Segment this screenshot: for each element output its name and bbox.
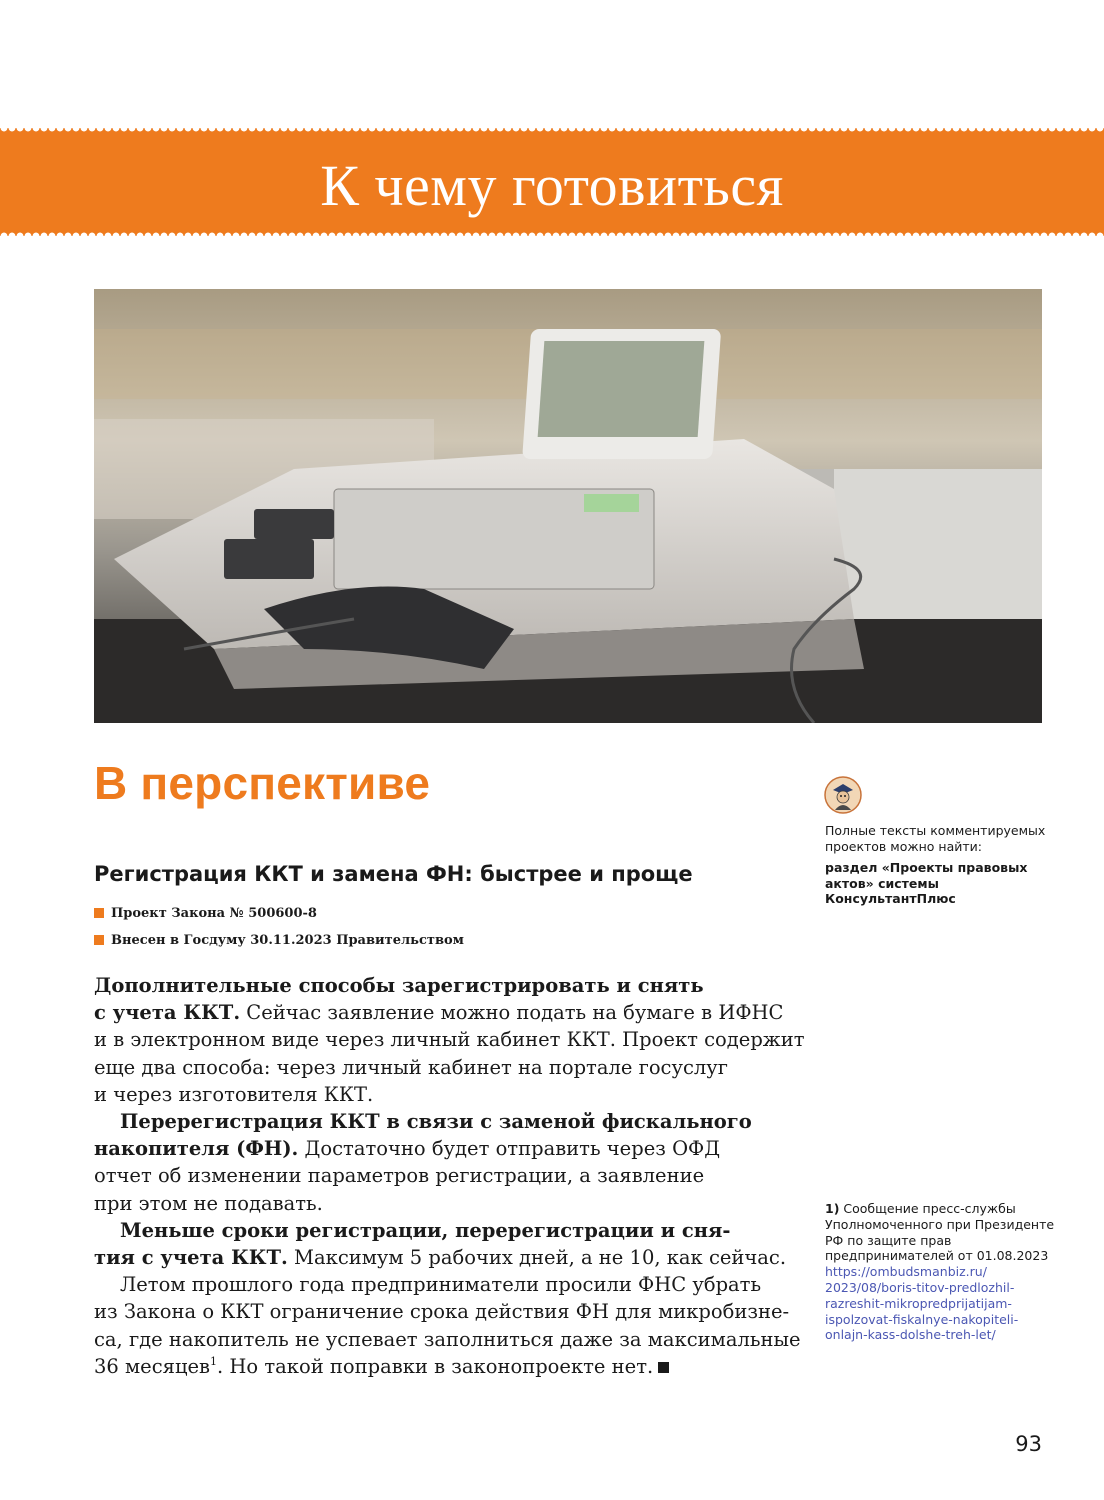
footnote-link-line[interactable]: https://ombudsmanbiz.ru/ <box>825 1264 987 1280</box>
cash-register-illustration <box>94 289 1042 723</box>
cash-register-photo <box>94 289 1042 723</box>
meta-text: Проект Закона № 500600-8 <box>111 906 317 921</box>
footnote-link[interactable] <box>825 1264 1065 1343</box>
footnote <box>825 1201 1065 1343</box>
bullet-square-icon <box>94 935 104 945</box>
bold-lead: Меньше сроки регистрации, перерегистрации и сня- <box>120 1218 731 1242</box>
footnote-link-line[interactable]: ispolzovat-fiskalnye-nakopiteli- <box>825 1311 1019 1327</box>
footnote-link-line[interactable]: razreshit-mikropredprijatijam- <box>825 1295 1012 1311</box>
bullet-square-icon <box>94 908 104 918</box>
body-line <box>94 1135 784 1162</box>
footnote-text: Сообщение пресс-службы Уполномоченного при Президенте РФ по защите прав предпринимателей от 01.08.2023 <box>825 1201 1055 1264</box>
meta-line-bill-number <box>94 906 317 921</box>
bold-lead: Дополнительные способы зарегистрировать и снять <box>94 974 704 997</box>
end-of-article-icon <box>658 1362 669 1373</box>
body-line <box>94 1217 784 1244</box>
article-body <box>94 972 805 1380</box>
bold-lead: накопителя (ФН). <box>94 1137 299 1161</box>
section-title: В перспективе <box>94 757 431 809</box>
body-text-span: . Но такой поправки в законопроекте нет. <box>217 1354 654 1378</box>
body-line: и через изготовителя ККТ. <box>94 1082 374 1106</box>
header-banner <box>0 128 1104 236</box>
meta-text: Внесен в Госдуму 30.11.2023 Правительством <box>111 933 464 948</box>
footnote-link-line[interactable]: 2023/08/boris-titov-predlozhil- <box>825 1279 1015 1295</box>
meta-line-submitted <box>94 933 464 948</box>
body-line: и в электронном виде через личный кабинет ККТ. Проект содержит <box>94 1028 805 1052</box>
body-line: при этом не подавать. <box>94 1191 323 1215</box>
banner-title: К чему готовиться <box>320 153 784 218</box>
side-note <box>825 823 1055 907</box>
bold-lead: с учета ККТ. <box>94 1001 241 1025</box>
body-line <box>94 999 784 1026</box>
footnote-number: 1) <box>825 1201 840 1216</box>
footnote-ref[interactable]: 1 <box>210 1354 218 1368</box>
bold-lead: Перерегистрация ККТ в связи с заменой фискального <box>120 1110 752 1134</box>
bold-lead: тия с учета ККТ. <box>94 1246 288 1270</box>
body-line <box>94 1108 784 1135</box>
article-subtitle: Регистрация ККТ и замена ФН: быстрее и проще <box>94 862 693 886</box>
body-line <box>94 972 784 999</box>
page-number: 93 <box>1015 1432 1042 1456</box>
side-note-source: раздел «Проекты правовых актов» системы КонсультантПлюс <box>825 860 1028 906</box>
body-text-span: Максимум 5 рабочих дней, а не 10, как сейчас. <box>287 1246 787 1270</box>
body-line: са, где накопитель не успевает заполниться даже за максимальные <box>94 1327 801 1351</box>
body-line: из Закона о ККТ ограничение срока действия ФН для микробизне- <box>94 1300 790 1324</box>
body-line <box>94 1353 784 1380</box>
body-text-span: Сейчас заявление можно подать на бумаге в ИФНС <box>240 1001 784 1025</box>
body-line: еще два способа: через личный кабинет на портале госуслуг <box>94 1055 728 1079</box>
body-text-span: Достаточно будет отправить через ОФД <box>298 1137 721 1161</box>
body-line <box>94 1244 787 1271</box>
body-line: Летом прошлого года предприниматели просили ФНС убрать <box>120 1273 762 1297</box>
body-text-span: 36 месяцев <box>94 1354 211 1378</box>
expert-avatar-icon <box>824 776 862 814</box>
footnote-link-line[interactable]: onlajn-kass-dolshe-treh-let/ <box>825 1327 996 1343</box>
body-line: отчет об изменении параметров регистрации, а заявление <box>94 1164 705 1188</box>
side-note-text: Полные тексты комментируемых проектов можно найти: <box>825 823 1046 854</box>
